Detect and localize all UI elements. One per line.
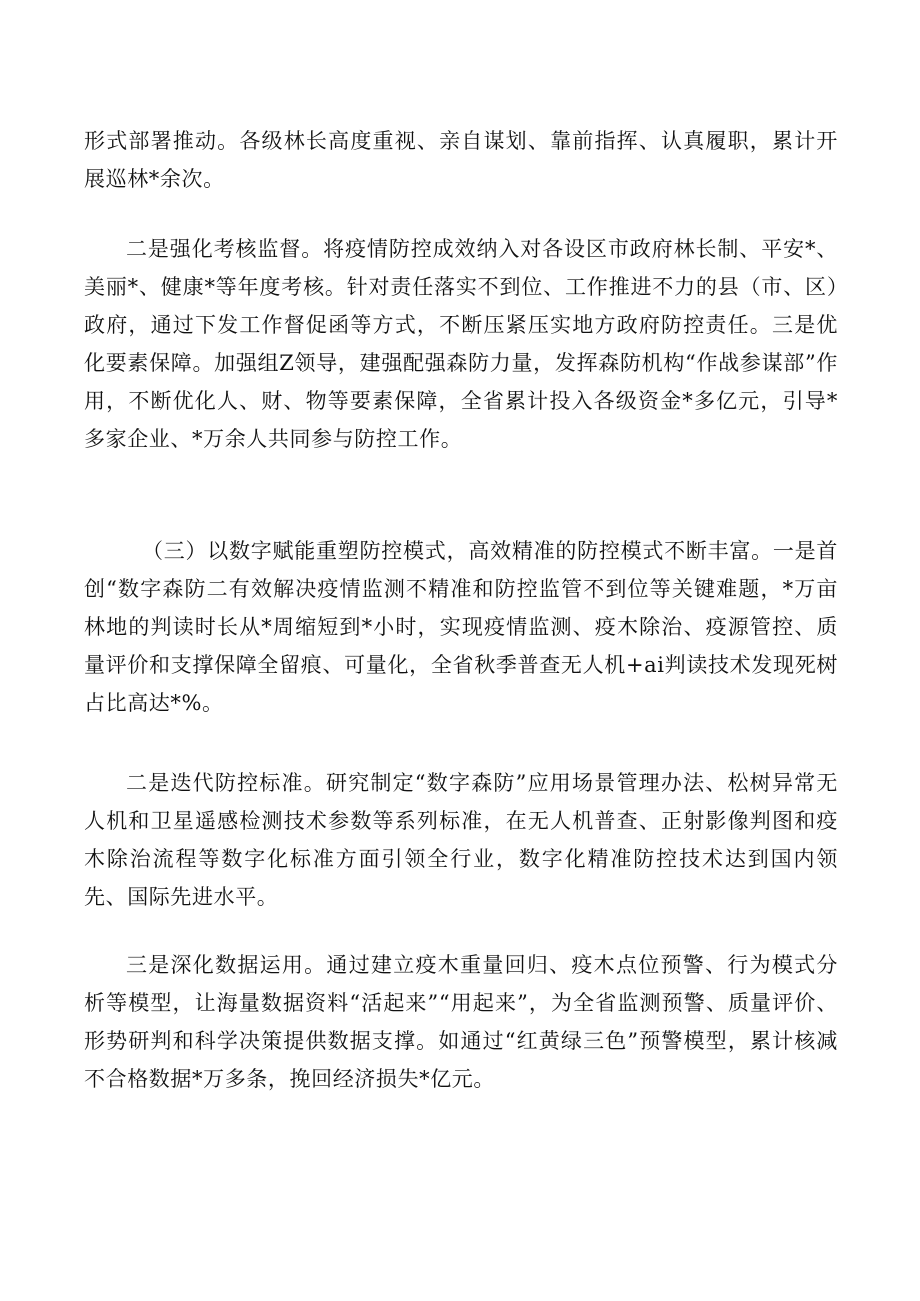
paragraph-3: （三）以数字赋能重塑防控模式，高效精准的防控模式不断丰富。一是首创“数字森防二有效解决疫情监测不精准和防控监管不到位等关键难题，*万亩林地的判读时长从*周缩短到*小时，实现疫情监测、疫木除治、疫源管控、质量评价和支撑保障全留痕、可量化，全省秋季普查无人机+ai判读技术发现死树占比高达*%。 (84, 539, 838, 715)
paragraph-1: 形式部署推动。各级林长高度重视、亲自谋划、靠前指挥、认真履职，累计开展巡林*余次。 (84, 129, 838, 191)
paragraph-5: 三是深化数据运用。通过建立疫木重量回归、疫木点位预警、行为模式分析等模型，让海量数据资料“活起来”“用起来”，为全省监测预警、质量评价、形势研判和科学决策提供数据支撑。如通过“红黄绿三色”预警模型，累计核减不合格数据*万多条，挽回经济损失*亿元。 (84, 953, 838, 1091)
paragraph-2: 二是强化考核监督。将疫情防控成效纳入对各设区市政府林长制、平安*、美丽*、健康*等年度考核。针对责任落实不到位、工作推进不力的县（市、区）政府，通过下发工作督促函等方式，不断压紧压实地方政府防控责任。三是优化要素保障。加强组Z领导，建强配强森防力量，发挥森防机构“作战参谋部”作用，不断优化人、财、物等要素保障，全省累计投入各级资金*多亿元，引导*多家企业、*万余人共同参与防控工作。 (84, 237, 838, 451)
paragraph-4: 二是迭代防控标准。研究制定“数字森防”应用场景管理办法、松树异常无人机和卫星遥感检测技术参数等系列标准，在无人机普查、正射影像判图和疫木除治流程等数字化标准方面引领全行业，数字化精准防控技术达到国内领先、国际先进水平。 (84, 771, 838, 909)
